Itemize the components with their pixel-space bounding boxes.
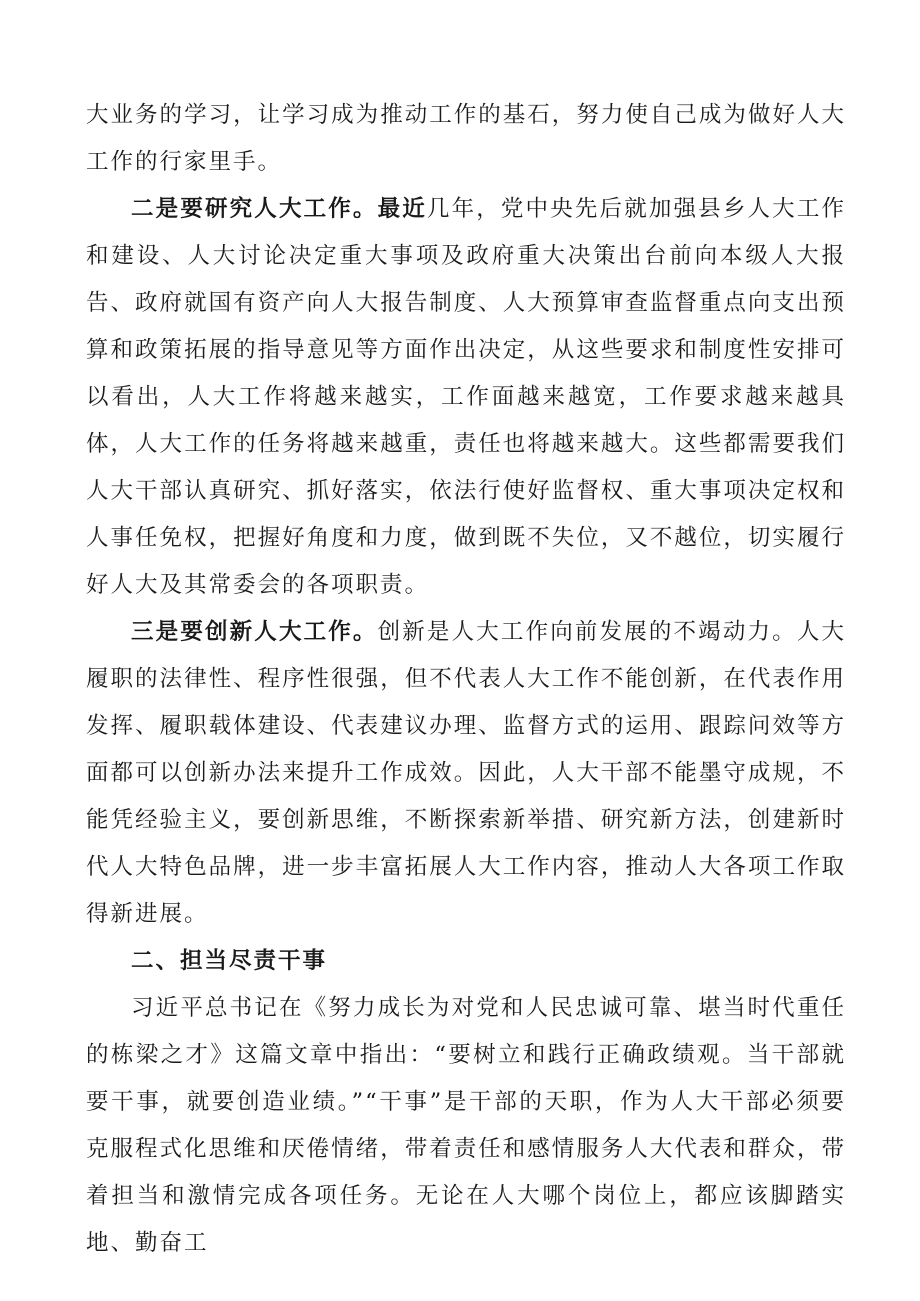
paragraph-study-work: [86, 186, 846, 609]
paragraph-continuation: [86, 92, 846, 186]
paragraph-innovate-work: [86, 609, 846, 938]
paragraph-text: 创新是人大工作向前发展的不竭动力。人大履职的法律性、程序性很强，但不代表人大工作不能创新，在代表作用发挥、履职载体建设、代表建议办理、监督方式的运用、跟踪问效等方面都可以创新办法来提升工作成效。因此，人大干部不能墨守成规，不能凭经验主义，要创新思维，不断探索新举措、研究新方法，创建新时代人大特色品牌，进一步丰富拓展人大工作内容，推动人大各项工作取得新进展。: [86, 619, 846, 927]
paragraph-text: 习近平总书记在《努力成长为对党和人民忠诚可靠、堪当时代重任的栋梁之才》这篇文章中指出：“要树立和践行正确政绩观。当干部就要干事，就要创造业绩。”“干事”是干部的天职，作为人大干部必须要克服程式化思维和厌倦情绪，带着责任和感情服务人大代表和群众，带着担当和激情完成各项任务。无论在人大哪个岗位上，都应该脚踏实地、勤奋工: [86, 995, 846, 1256]
paragraph-lead: 三是要创新人大工作。: [131, 619, 378, 645]
paragraph-section-body: [86, 985, 846, 1267]
paragraph-lead: 二是要研究人大工作。最近: [131, 196, 427, 222]
section-heading: 二、担当尽责干事: [131, 948, 328, 974]
paragraph-text: 大业务的学习，让学习成为推动工作的基石，努力使自己成为做好人大工作的行家里手。: [86, 102, 846, 175]
document-body: [86, 92, 846, 1267]
paragraph-text: 几年，党中央先后就加强县乡人大工作和建设、人大讨论决定重大事项及政府重大决策出台前向本级人大报告、政府就国有资产向人大报告制度、人大预算审查监督重点向支出预算和政策拓展的指导意见等方面作出决定，从这些要求和制度性安排可以看出，人大工作将越来越实，工作面越来越宽，工作要求越来越具体，人大工作的任务将越来越重，责任也将越来越大。这些都需要我们人大干部认真研究、抓好落实，依法行使好监督权、重大事项决定权和人事任免权，把握好角度和力度，做到既不失位，又不越位，切实履行好人大及其常委会的各项职责。: [86, 196, 846, 598]
